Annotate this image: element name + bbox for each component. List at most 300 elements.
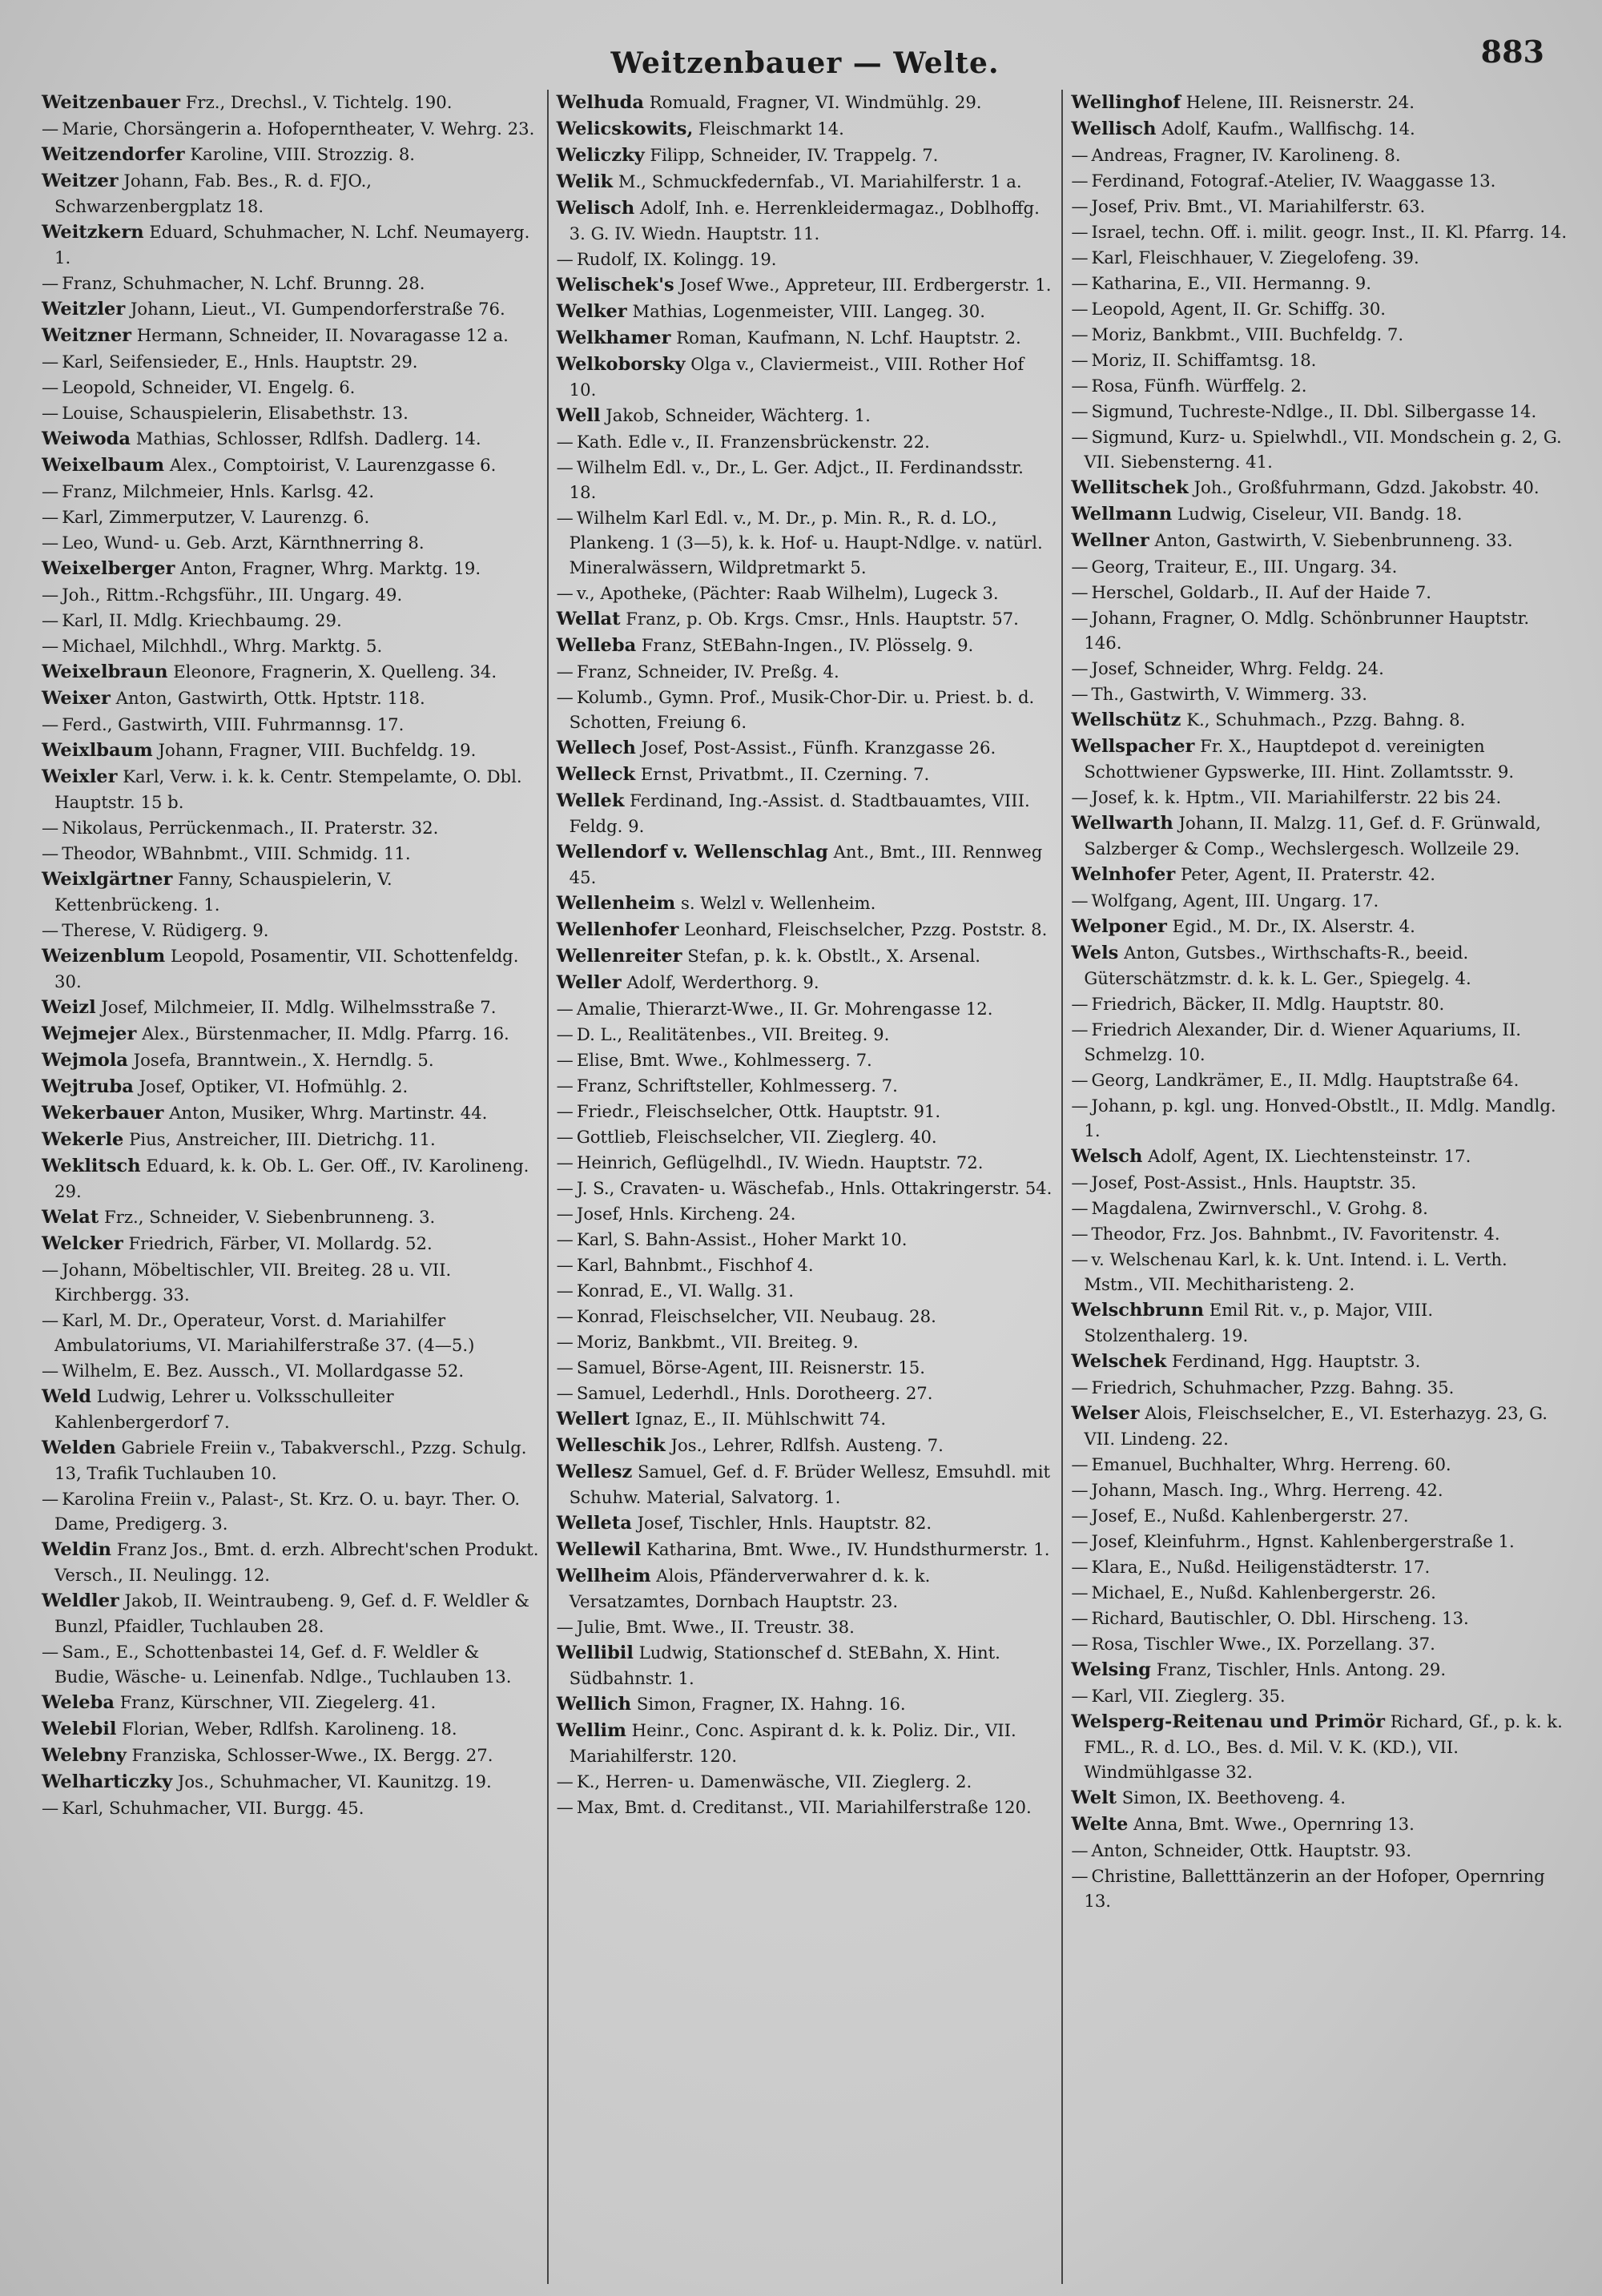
entry-details: Josef, Schneider, Whrg. Feldg. 24. (1091, 658, 1384, 678)
continuation-dash: — (1071, 299, 1089, 319)
continuation-dash: — (556, 583, 574, 603)
entry-surname: Weitzer (42, 171, 119, 191)
entry-details: Romuald, Fragner, VI. Windmühlg. 29. (649, 92, 982, 112)
entry-details: s. Welzl v. Wellenheim. (680, 893, 876, 913)
directory-entry (557, 1510, 1054, 1536)
entry-details: Anton, Gastwirth, Ottk. Hptstr. 118. (115, 688, 425, 708)
entry-surname: Weitzenbauer (42, 92, 180, 113)
columns (34, 90, 1576, 2284)
directory-entry (1071, 194, 1568, 219)
entry-details: Filipp, Schneider, IV. Trappelg. 7. (650, 145, 939, 165)
entry-details: Ernst, Privatbmt., II. Czerning. 7. (640, 764, 930, 784)
continuation-dash: — (42, 920, 59, 940)
entry-surname: Welebny (42, 1745, 127, 1766)
entry-details: Karl, Verw. i. k. k. Centr. Stempelamte, O. Dbl. Hauptstr. 15 b. (54, 766, 522, 812)
continuation-dash: — (1071, 1249, 1089, 1269)
continuation-dash: — (1071, 273, 1089, 293)
entry-surname: Welkoborsky (556, 354, 686, 375)
entry-details: Ludwig, Lehrer u. Volksschulleiter Kahlenbergerdorf 7. (54, 1386, 394, 1432)
entry-details: Louise, Schauspielerin, Elisabethstr. 13. (62, 403, 409, 423)
continuation-dash: — (42, 843, 59, 863)
entry-details: Karl, Seifensieder, E., Hnls. Hauptstr. 29. (62, 352, 418, 372)
entry-surname: Wellner (1071, 530, 1149, 551)
entry-surname: Weller (556, 972, 622, 993)
entry-details: Anton, Musiker, Whrg. Martinstr. 44. (169, 1103, 488, 1123)
entry-details: Roman, Kaufmann, N. Lchf. Hauptstr. 2. (676, 328, 1021, 348)
directory-entry (42, 1690, 539, 1715)
continuation-dash: — (1071, 891, 1089, 911)
entry-details: Leonhard, Fleischselcher, Pzzg. Poststr. 8. (684, 919, 1048, 939)
entry-details: Josef Wwe., Appreteur, III. Erdbergerstr. 1. (679, 275, 1052, 295)
entry-surname: Welcker (42, 1233, 123, 1254)
directory-entry (557, 403, 1054, 428)
continuation-dash: — (1071, 196, 1089, 216)
entry-details: Johann, II. Malzg. 11, Gef. d. F. Grünwald, Salzberger & Comp., Wechslergesch. Wollzeile 29. (1084, 813, 1541, 858)
directory-entry (42, 1795, 539, 1820)
directory-entry (557, 1459, 1054, 1510)
entry-details: Frz., Schneider, V. Siebenbrunneng. 3. (104, 1207, 436, 1227)
entry-surname: Wellwarth (1071, 813, 1173, 834)
entry-details: Emil Rit. v., p. Major, VIII. Stolzenthalerg. 19. (1084, 1300, 1434, 1345)
directory-entry (1071, 1785, 1568, 1811)
directory-entry (42, 1743, 539, 1768)
directory-entry (557, 606, 1054, 632)
continuation-dash: — (556, 1332, 574, 1352)
directory-entry (557, 1769, 1054, 1794)
entry-surname: Weliczky (556, 145, 645, 166)
entry-details: D. L., Realitätenbes., VII. Breiteg. 9. (576, 1024, 890, 1044)
continuation-dash: — (556, 1229, 574, 1249)
directory-entry (557, 1537, 1054, 1562)
directory-entry (557, 659, 1054, 684)
entry-details: Alois, Fleischselcher, E., VI. Esterhazyg. 23, G. VII. Lindeng. 22. (1084, 1403, 1548, 1449)
entry-details: Florian, Weber, Rdlfsh. Karolineng. 18. (122, 1719, 457, 1739)
entry-surname: Welisch (556, 198, 635, 219)
continuation-dash: — (1071, 1506, 1089, 1526)
entry-details: Karl, S. Bahn-Assist., Hoher Markt 10. (576, 1229, 908, 1249)
directory-entry (1071, 580, 1568, 605)
entry-surname: Welleck (556, 764, 636, 785)
directory-entry (557, 839, 1054, 890)
directory-entry (42, 142, 539, 167)
entry-surname: Wejmejer (42, 1023, 137, 1044)
directory-entry (1071, 1170, 1568, 1195)
entry-details: Olga v., Claviermeist., VIII. Rother Hof 10. (569, 354, 1024, 400)
continuation-dash: — (42, 1642, 59, 1662)
continuation-dash: — (42, 403, 59, 423)
continuation-dash: — (556, 1281, 574, 1301)
directory-entry (1071, 940, 1568, 991)
entry-details: Franziska, Schlosser-Wwe., IX. Bergg. 27. (131, 1745, 493, 1765)
directory-entry (1071, 1709, 1568, 1784)
entry-details: Fleischmarkt 14. (698, 119, 844, 139)
directory-entry (42, 1127, 539, 1152)
directory-entry (557, 1304, 1054, 1329)
directory-entry (1071, 734, 1568, 784)
directory-entry (557, 429, 1054, 454)
continuation-dash: — (1071, 1019, 1089, 1039)
entry-details: Adolf, Werderthorg. 9. (626, 972, 819, 992)
directory-entry (42, 90, 539, 115)
continuation-dash: — (556, 432, 574, 452)
directory-entry (1071, 528, 1568, 553)
entry-details: Adolf, Agent, IX. Liechtensteinstr. 17. (1148, 1146, 1471, 1166)
entry-surname: Weixlgärtner (42, 869, 173, 890)
directory-entry (557, 505, 1054, 580)
entry-details: Marie, Chorsängerin a. Hofoperntheater, V. Wehrg. 23. (62, 119, 535, 139)
directory-entry (1071, 862, 1568, 887)
directory-entry (557, 996, 1054, 1021)
directory-entry (1071, 1144, 1568, 1169)
directory-entry (557, 943, 1054, 969)
continuation-dash: — (1071, 1840, 1089, 1860)
entry-surname: Welnhofer (1071, 864, 1176, 885)
entry-details: Johann, Möbeltischler, VII. Breiteg. 28 u. VII. Kirchbergg. 33. (54, 1260, 452, 1305)
entry-details: Julie, Bmt. Wwe., II. Treustr. 38. (576, 1617, 855, 1637)
entry-surname: Welte (1071, 1814, 1129, 1835)
directory-entry (1071, 1297, 1568, 1348)
directory-entry (1071, 168, 1568, 193)
entry-details: Ant., Bmt., III. Rennweg 45. (569, 842, 1043, 887)
entry-surname: Welhuda (556, 92, 644, 113)
entry-details: Sigmund, Tuchreste-Ndlge., II. Dbl. Silbergasse 14. (1091, 401, 1537, 421)
entry-surname: Welsing (1071, 1659, 1151, 1680)
entry-details: Jakob, Schneider, Wächterg. 1. (606, 405, 871, 425)
directory-entry (557, 1176, 1054, 1200)
entry-surname: Welleschik (556, 1435, 666, 1456)
directory-entry (42, 1257, 539, 1307)
entry-details: Richard, Gf., p. k. k. FML., R. d. LO., Bes. d. Mil. V. K. (KD.), VII. Windmühlgasse 32. (1084, 1711, 1563, 1782)
entry-details: Franz Jos., Bmt. d. erzh. Albrecht'schen Produkt. Versch., II. Neulingg. 12. (54, 1539, 539, 1585)
directory-entry (42, 349, 539, 374)
continuation-dash: — (556, 1127, 574, 1147)
entry-details: Nikolaus, Perrückenmach., II. Praterstr. 32. (62, 818, 439, 838)
directory-entry (42, 296, 539, 322)
entry-details: Fr. X., Hauptdepot d. vereinigten Schottwiener Gypswerke, III. Hint. Zollamtsstr. 9. (1084, 736, 1515, 782)
directory-entry (42, 1100, 539, 1126)
entry-details: Kath. Edle v., II. Franzensbrückenstr. 22. (576, 432, 930, 452)
entry-details: Samuel, Lederhdl., Hnls. Dorotheerg. 27. (576, 1383, 933, 1403)
directory-entry (1071, 707, 1568, 733)
entry-surname: Weizl (42, 997, 96, 1018)
entry-details: Anton, Schneider, Ottk. Hauptstr. 93. (1091, 1840, 1412, 1860)
directory-entry (1071, 1401, 1568, 1451)
directory-entry (557, 90, 1054, 115)
continuation-dash: — (1071, 787, 1089, 807)
entry-surname: Welat (42, 1207, 99, 1228)
entry-details: Ferdinand, Ing.-Assist. d. Stadtbauamtes, VIII. Feldg. 9. (569, 790, 1030, 836)
directory-entry (1071, 1529, 1568, 1554)
directory-entry (1071, 656, 1568, 681)
entry-details: Theodor, WBahnbmt., VIII. Schmidg. 11. (62, 843, 411, 863)
entry-details: Franz, StEBahn-Ingen., IV. Plösselg. 9. (641, 635, 974, 655)
directory-entry (557, 1329, 1054, 1354)
continuation-dash: — (42, 585, 59, 605)
continuation-dash: — (1071, 401, 1089, 421)
entry-surname: Welicskowits, (556, 119, 694, 139)
entry-details: Richard, Bautischler, O. Dbl. Hirscheng. 13. (1091, 1608, 1469, 1628)
entry-details: Franz, Schuhmacher, N. Lchf. Brunng. 28. (62, 273, 425, 293)
directory-entry (557, 1795, 1054, 1820)
entry-surname: Weldin (42, 1539, 111, 1560)
continuation-dash: — (1071, 247, 1089, 267)
continuation-dash: — (42, 636, 59, 656)
entry-surname: Welebil (42, 1719, 117, 1739)
directory-entry (557, 917, 1054, 943)
entry-surname: Wellim (556, 1720, 626, 1741)
entry-details: Friedr., Fleischselcher, Ottk. Hauptstr. 91. (576, 1101, 941, 1121)
entry-details: Karl, Bahnbmt., Fischhof 4. (576, 1255, 814, 1275)
directory-entry (1071, 90, 1568, 115)
continuation-dash: — (1071, 376, 1089, 396)
directory-entry (1071, 1221, 1568, 1246)
continuation-dash: — (1071, 1582, 1089, 1602)
entry-details: Karl, Zimmerputzer, V. Laurenzg. 6. (62, 507, 370, 527)
continuation-dash: — (1071, 1634, 1089, 1654)
entry-surname: Wellich (556, 1694, 632, 1715)
entry-details: Franz, p. Ob. Krgs. Cmsr., Hnls. Hauptstr. 57. (626, 609, 1019, 629)
directory-entry (557, 1022, 1054, 1047)
entry-surname: Wellinghof (1071, 92, 1181, 113)
entry-details: Amalie, Thierarzt-Wwe., II. Gr. Mohrengasse 12. (576, 999, 993, 1019)
directory-entry (42, 323, 539, 348)
directory-entry (1071, 810, 1568, 861)
entry-details: Frz., Drechsl., V. Tichtelg. 190. (185, 92, 453, 112)
entry-surname: Weixer (42, 688, 111, 709)
continuation-dash: — (556, 1255, 574, 1275)
entry-surname: Weitzkern (42, 222, 144, 243)
directory-entry (42, 452, 539, 478)
directory-entry (42, 1153, 539, 1204)
directory-entry (1071, 348, 1568, 372)
entry-surname: Wellenheim (556, 893, 676, 914)
directory-entry (1071, 1349, 1568, 1374)
entry-details: Josef, Optiker, VI. Hofmühlg. 2. (139, 1076, 409, 1096)
entry-surname: Welschbrunn (1071, 1300, 1205, 1321)
entry-details: Johann, Masch. Ing., Whrg. Herreng. 42. (1091, 1480, 1443, 1500)
directory-entry (557, 247, 1054, 271)
continuation-dash: — (1071, 608, 1089, 628)
directory-entry (557, 1073, 1054, 1098)
entry-details: Ferdinand, Hgg. Hauptstr. 3. (1172, 1351, 1421, 1371)
directory-entry (1071, 1478, 1568, 1502)
directory-entry (1071, 501, 1568, 527)
entry-details: Karl, M. Dr., Operateur, Vorst. d. Mariahilfer Ambulatoriums, VI. Mariahilferstraße 37. (4—5.) (54, 1310, 475, 1355)
directory-entry (42, 1769, 539, 1795)
entry-details: Michael, E., Nußd. Kahlenbergerstr. 26. (1091, 1582, 1436, 1602)
entry-details: Karoline, VIII. Strozzig. 8. (190, 144, 416, 164)
directory-entry (557, 1718, 1054, 1768)
entry-details: Hermann, Schneider, II. Novaragasse 12 a. (136, 325, 509, 345)
directory-entry (42, 219, 539, 270)
directory-entry (557, 1227, 1054, 1252)
directory-entry (557, 169, 1054, 195)
entry-details: Simon, Fragner, IX. Hahng. 16. (636, 1694, 906, 1714)
directory-entry (557, 1253, 1054, 1277)
directory-entry (42, 1486, 539, 1536)
directory-entry (1071, 785, 1568, 810)
column-1 (34, 90, 549, 2284)
entry-details: Max, Bmt. d. Creditanst., VII. Mariahilferstraße 120. (576, 1797, 1032, 1817)
directory-entry (557, 788, 1054, 838)
continuation-dash: — (1071, 658, 1089, 678)
directory-entry (42, 530, 539, 555)
directory-entry (42, 943, 539, 994)
directory-entry (557, 143, 1054, 168)
entry-details: Wilhelm, E. Bez. Aussch., VI. Mollardgasse 52. (62, 1361, 465, 1381)
directory-entry (1071, 1683, 1568, 1708)
entry-details: Israel, techn. Off. i. milit. geogr. Inst., II. Kl. Pfarrg. 14. (1091, 222, 1568, 242)
directory-entry (1071, 1452, 1568, 1477)
entry-details: Heinr., Conc. Aspirant d. k. k. Poliz. Dir., VII. Mariahilferstr. 120. (569, 1720, 1016, 1766)
continuation-dash: — (1071, 994, 1089, 1014)
continuation-dash: — (42, 1260, 59, 1280)
entry-details: Karolina Freiin v., Palast-, St. Krz. O. u. bayr. Ther. O. Dame, Predigerg. 3. (54, 1489, 521, 1534)
entry-surname: Weixler (42, 766, 118, 787)
entry-details: Rosa, Tischler Wwe., IX. Porzellang. 37. (1091, 1634, 1435, 1654)
entry-surname: Wellschütz (1071, 710, 1181, 730)
entry-surname: Weleba (42, 1692, 115, 1713)
entry-surname: Welleba (556, 635, 637, 656)
entry-details: Josef, Priv. Bmt., VI. Mariahilferstr. 63. (1091, 196, 1426, 216)
continuation-dash: — (1071, 1531, 1089, 1551)
entry-surname: Welt (1071, 1787, 1117, 1808)
entry-details: Josef, Milchmeier, II. Mdlg. Wilhelmsstraße 7. (101, 997, 497, 1017)
running-head (34, 32, 1576, 90)
entry-surname: Welponer (1071, 916, 1167, 937)
directory-entry (42, 375, 539, 400)
entry-details: Anna, Bmt. Wwe., Opernring 13. (1133, 1814, 1415, 1834)
continuation-dash: — (42, 610, 59, 630)
directory-entry (42, 1639, 539, 1689)
directory-entry (42, 168, 539, 219)
directory-entry (42, 271, 539, 296)
entry-details: Franz, Schneider, IV. Preßg. 4. (576, 661, 839, 682)
entry-details: Jakob, II. Weintraubeng. 9, Gef. d. F. Weldler & Bunzl, Pfaidler, Tuchlauben 28. (54, 1590, 530, 1636)
continuation-dash: — (1071, 222, 1089, 242)
directory-entry (1071, 1247, 1568, 1297)
directory-entry (1071, 1068, 1568, 1092)
directory-entry (1071, 143, 1568, 167)
continuation-dash: — (556, 999, 574, 1019)
entry-details: Gottlieb, Fleischselcher, VII. Zieglerg. 40. (576, 1127, 937, 1147)
entry-details: Friedrich, Schuhmacher, Pzzg. Bahng. 35. (1091, 1377, 1455, 1397)
page-title: Weitzenbauer — Welte. (610, 46, 1000, 80)
entry-details: Heinrich, Geflügelhdl., IV. Wiedn. Hauptstr. 72. (576, 1152, 984, 1172)
directory-entry (42, 659, 539, 685)
directory-entry (42, 686, 539, 711)
entry-details: Katharina, E., VII. Hermanng. 9. (1091, 273, 1372, 293)
continuation-dash: — (42, 481, 59, 501)
entry-details: Friedrich, Färber, VI. Mollardg. 52. (128, 1233, 433, 1253)
entry-details: Ferdinand, Fotograf.-Atelier, IV. Waaggasse 13. (1091, 171, 1496, 191)
entry-surname: Welsch (1071, 1146, 1143, 1167)
entry-surname: Wellheim (556, 1566, 651, 1586)
continuation-dash: — (42, 1489, 59, 1509)
entry-surname: Wellat (556, 609, 621, 629)
entry-surname: Welser (1071, 1403, 1140, 1424)
entry-details: Gabriele Freiin v., Tabakverschl., Pzzg. Schulg. 13, Trafik Tuchlauben 10. (54, 1438, 527, 1483)
entry-details: Konrad, E., VI. Wallg. 31. (576, 1281, 794, 1301)
entry-details: Karl, Fleischhauer, V. Ziegelofeng. 39. (1091, 247, 1419, 267)
continuation-dash: — (556, 1101, 574, 1121)
entry-surname: Wellspacher (1071, 736, 1195, 757)
entry-details: Eduard, Schuhmacher, N. Lchf. Neumayerg. 1. (54, 222, 530, 267)
directory-entry (42, 556, 539, 581)
directory-entry (1071, 1838, 1568, 1863)
entry-surname: Well (556, 405, 601, 426)
entry-details: Johann, p. kgl. ung. Honved-Obstlt., II. Mdlg. Mandlg. 1. (1084, 1096, 1556, 1140)
entry-surname: Welker (556, 301, 627, 322)
entry-details: Josef, Tischler, Hnls. Hauptstr. 82. (637, 1513, 932, 1533)
entry-details: v. Welschenau Karl, k. k. Unt. Intend. i. L. Verth. Mstm., VII. Mechitharisteng. 2. (1084, 1249, 1507, 1294)
continuation-dash: — (1071, 1070, 1089, 1090)
continuation-dash: — (1071, 1866, 1089, 1886)
continuation-dash: — (556, 1617, 574, 1637)
entry-details: Alois, Pfänderverwahrer d. k. k. Versatzamtes, Dornbach Hauptstr. 23. (569, 1566, 931, 1611)
directory-entry (1071, 373, 1568, 398)
entry-details: Andreas, Fragner, IV. Karolineng. 8. (1091, 145, 1401, 165)
continuation-dash: — (556, 1357, 574, 1377)
directory-entry (1071, 1631, 1568, 1656)
entry-details: Fanny, Schauspielerin, V. Kettenbrückeng. 1. (54, 869, 392, 915)
entry-details: Anton, Fragner, Whrg. Marktg. 19. (180, 558, 481, 578)
entry-surname: Wejtruba (42, 1076, 134, 1097)
directory-entry (557, 299, 1054, 324)
entry-details: M., Schmuckfedernfab., VI. Mariahilferstr. 1 a. (618, 171, 1022, 191)
directory-entry (42, 815, 539, 840)
directory-entry (557, 1563, 1054, 1614)
directory-entry (557, 1614, 1054, 1639)
entry-details: Alex., Comptoirist, V. Laurenzgasse 6. (169, 455, 497, 475)
entry-surname: Wekerle (42, 1129, 124, 1150)
entry-surname: Weiwoda (42, 428, 131, 449)
directory-entry (42, 426, 539, 452)
continuation-dash: — (1071, 1224, 1089, 1244)
entry-details: Johann, Fragner, O. Mdlg. Schönbrunner Hauptstr. 146. (1084, 608, 1530, 653)
directory-entry (42, 1716, 539, 1742)
directory-entry (42, 479, 539, 504)
entry-details: Wilhelm Edl. v., Dr., L. Ger. Adjct., II. Ferdinandsstr. 18. (569, 457, 1024, 502)
entry-details: Georg, Landkrämer, E., II. Mdlg. Hauptstraße 64. (1091, 1070, 1519, 1090)
column-2 (549, 90, 1064, 2284)
directory-entry (1071, 991, 1568, 1016)
entry-surname: Weitzler (42, 299, 126, 320)
entry-surname: Wellek (556, 790, 625, 811)
continuation-dash: — (556, 249, 574, 269)
entry-details: Konrad, Fleischselcher, VII. Neubaug. 28. (576, 1306, 936, 1326)
directory-entry (42, 1588, 539, 1639)
continuation-dash: — (1071, 1198, 1089, 1218)
entry-details: Herschel, Goldarb., II. Auf der Haide 7. (1091, 582, 1432, 602)
entry-details: Klara, E., Nußd. Heiligenstädterstr. 17. (1091, 1557, 1431, 1577)
directory-entry (42, 1021, 539, 1047)
directory-entry (1071, 245, 1568, 270)
continuation-dash: — (1071, 1454, 1089, 1474)
entry-surname: Welsperg-Reitenau und Primör (1071, 1711, 1385, 1732)
continuation-dash: — (42, 1310, 59, 1330)
entry-details: Joh., Rittm.-Rchgsführ., III. Ungarg. 49. (62, 585, 403, 605)
entry-surname: Wellesz (556, 1462, 633, 1482)
page-number: 883 (1480, 34, 1544, 70)
entry-surname: Wellech (556, 738, 636, 758)
entry-details: Moriz, Bankbmt., VII. Breiteg. 9. (576, 1332, 859, 1352)
entry-details: Egid., M. Dr., IX. Alserstr. 4. (1172, 916, 1415, 936)
continuation-dash: — (556, 661, 574, 682)
entry-details: Mathias, Schlosser, Rdlfsh. Dadlerg. 14. (135, 428, 481, 448)
directory-entry (1071, 322, 1568, 347)
continuation-dash: — (556, 1306, 574, 1326)
